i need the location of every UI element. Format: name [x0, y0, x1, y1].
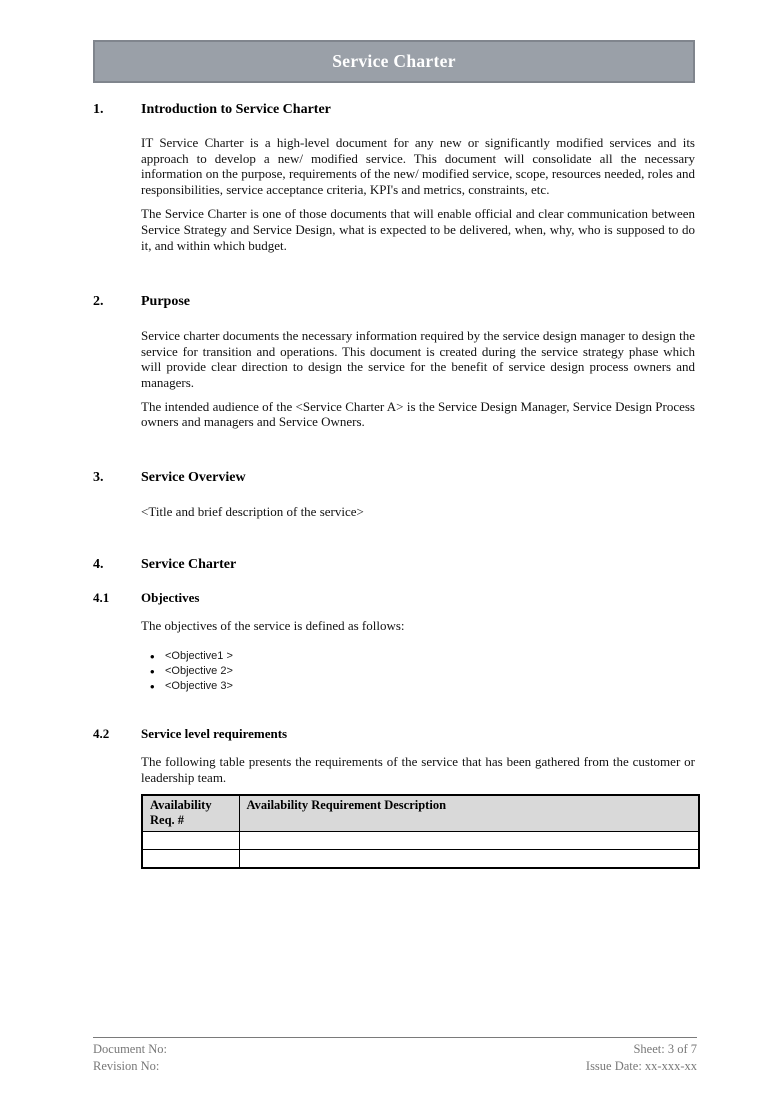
section-2-paragraph-1: Service charter documents the necessary information required by the service design manager to design the service for transition and operations. This document is created during the service strategy phase which will provide clear direction to design the service for the benefit of service design process owners and managers. — [141, 328, 695, 390]
page-footer — [93, 1037, 697, 1075]
table-cell — [142, 850, 239, 868]
footer-left — [93, 1041, 167, 1075]
section-3-title: Service Overview — [141, 469, 246, 485]
table-header-requirement-description: Availability Requirement Description — [239, 795, 699, 832]
section-1-title: Introduction to Service Charter — [141, 102, 331, 117]
revision-no-label: Revision No: — [93, 1059, 160, 1073]
objective-item: • <Objective1 > — [141, 649, 695, 664]
section-4-heading — [93, 557, 695, 572]
section-1-heading — [93, 102, 695, 117]
document-no-label: Document No: — [93, 1042, 167, 1056]
footer-right — [586, 1041, 697, 1075]
section-4-1-title: Objectives — [141, 590, 200, 606]
document-title: Service Charter — [332, 51, 456, 71]
table-header-availability-req: Availability Req. # — [142, 795, 239, 832]
table-cell — [239, 850, 699, 868]
document-body — [93, 102, 695, 869]
section-4-number: 4. — [93, 557, 104, 573]
section-4-title: Service Charter — [141, 557, 237, 573]
section-4-1-number: 4.1 — [93, 590, 110, 606]
section-2-title: Purpose — [141, 294, 190, 310]
section-4-2-paragraph: The following table presents the requirements of the service that has been gathered from the customer or leadership team. — [141, 753, 695, 785]
section-2-paragraph-2: The intended audience of the <Service Charter A> is the Service Design Manager, Service Design Process owners and managers and Service Owners. — [141, 398, 695, 430]
section-4-1-paragraph: The objectives of the service is defined as follows: — [141, 618, 405, 634]
section-4-2-number: 4.2 — [93, 725, 110, 741]
table-header-row — [142, 795, 699, 832]
table-row — [142, 832, 699, 850]
section-4-2-title: Service level requirements — [141, 725, 288, 741]
title-banner — [93, 40, 695, 83]
section-1-paragraph-1: IT Service Charter is a high-level document for any new or significantly modified services and its approach to develop a new/ modified service. This document will consolidate all the necessary information on the purpose, requirements of the new/ modified service, scope, resources needed, roles and responsibilities, service acceptance criteria, KPI's and metrics, constraints, etc. — [141, 135, 695, 197]
section-3-heading — [93, 470, 695, 485]
section-1-number: 1. — [93, 102, 104, 117]
objective-item: • <Objective 2> — [141, 664, 695, 679]
section-2-heading — [93, 294, 695, 309]
section-3-number: 3. — [93, 469, 104, 485]
sheet-number: Sheet: 3 of 7 — [633, 1042, 697, 1056]
table-cell — [239, 832, 699, 850]
section-3-placeholder: <Title and brief description of the service> — [141, 503, 364, 519]
issue-date: Issue Date: xx-xxx-xx — [585, 1059, 697, 1073]
availability-requirements-table — [141, 794, 700, 869]
table-row — [142, 850, 699, 868]
objective-item: • <Objective 3> — [141, 679, 695, 694]
section-1-paragraph-2: The Service Charter is one of those documents that will enable official and clear communication between Service Strategy and Service Design, what is expected to be delivered, when, why, who is supposed to do it, and within which budget. — [141, 206, 695, 253]
section-4-2-heading — [93, 727, 695, 741]
section-2-number: 2. — [93, 294, 104, 310]
objectives-list — [141, 649, 695, 694]
section-4-1-heading — [93, 591, 695, 605]
table-cell — [142, 832, 239, 850]
